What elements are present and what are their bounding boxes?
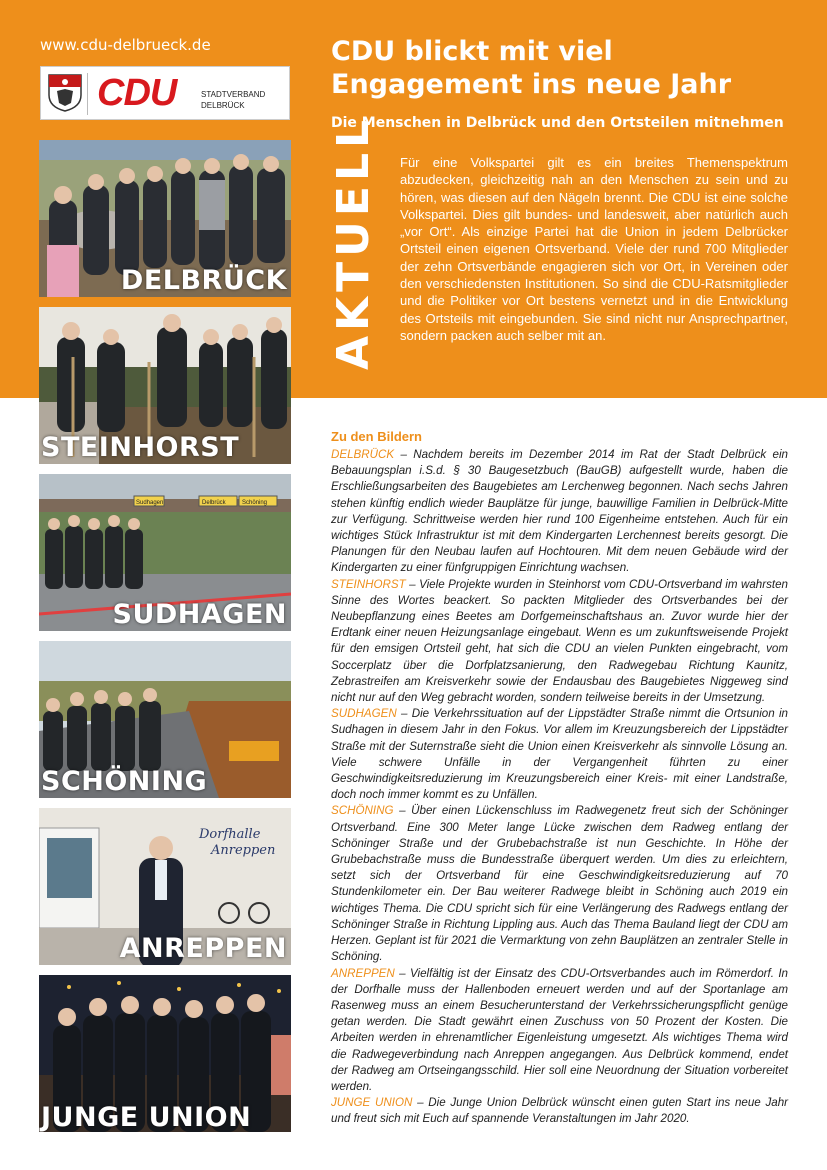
paragraph-junge-union: JUNGE UNION – Die Junge Union Delbrück wünscht einen guten Start ins neue Jahr und freut sich mit Euch auf spannende Veranstaltungen im Jahr 2020. xyxy=(331,1096,789,1126)
crest-icon xyxy=(47,73,88,115)
place-label: STEINHORST xyxy=(331,577,406,591)
photo-label-junge-union: JUNGE UNION xyxy=(41,1102,252,1132)
sign-dorfhalle: Dorfhalle xyxy=(199,827,261,842)
photo-sudhagen xyxy=(39,474,291,631)
aktuell-label: AKTUELL xyxy=(328,114,379,370)
page-subtitle: Die Menschen in Delbrück und den Ortsteilen mitnehmen xyxy=(331,115,784,131)
photo-label-anreppen: ANREPPEN xyxy=(119,933,287,964)
place-label: JUNGE UNION xyxy=(331,1096,413,1110)
photo-schoening xyxy=(39,641,291,798)
sign-anreppen: Anreppen xyxy=(211,843,276,858)
page-title: CDU blickt mit viel Engagement ins neue Jahr xyxy=(331,36,732,100)
paragraph-steinhorst: STEINHORST – Viele Projekte wurden in Steinhorst vom CDU-Ortsverband im wahrsten Sinne des Wortes beackert. So packten Mitglieder des Ortsverbandes bei der Neubepflanzung eines Beetes am Dorfgemeinschaftshaus an. Zuvor wurde hier der Erdtank einer neuen Heizungsanlage eingebaut. Wenn es um zukunftsweisende Projekt für den emsigen Ortsteil geht, hat sich die CDU an vielen Punkten eingebracht, vom Soccerplatz über die Dorfplatzsanierung, den Radwegebau Richtung Kaunitz, Zebrastreifen am Kreisverkehr sowie der Endausbau des Baugebietes Niggeweg sind nicht nur auf den Weg gebracht worden, sondern teilweise bereits in der Umsetzung. xyxy=(331,577,788,705)
paragraph-sudhagen: SUDHAGEN – Die Verkehrssituation auf der Lippstädter Straße nimmt die Ortsunion in Sudhagen in diesem Jahr in den Fokus. Vor allem im Kreuzungsbereich der Lippstädter Straße mit der Suternstraße sieht die Union einen Kreisverkehr als sinnvolle Lösung an. Viele schwere Unfälle in der Vergangenheit führten zu einer Geschwindigkeitsreduzierung im Kreuzungsbereich einer Kreis- mit einer Landstraße, doch noch immer kommt es zu Unfällen. xyxy=(331,707,788,802)
paragraph-schoening: SCHÖNING – Über einen Lückenschluss im Radwegenetz freut sich der Schöninger Ortsverband. Eine 300 Meter lange Lücke zwischen dem Radweg entlang der Schöninger Straße und der Grubebachstraße ist nun Geschichte. In Höhe der Grubebachstraße muss die Bundesstraße überquert werden. Um dies zu erleichtern, setzt sich der Ortsverband für eine Geschwindigkeitsreduzierung auf 70 Stundenkilometer ein. Der Bau weiterer Radwege bleibt in Schöning auch 2019 ein wichtiges Thema. Die CDU spricht sich für eine Verlängerung des Radwegs entlang der Schöninger Straße in Richtung Lippling aus. Auch das Thema Bauland liegt der CDU am Herzen. Geplant ist für 2021 die Vermarktung von zehn Bauplätzen an zentraler Stelle in Schöning. xyxy=(331,804,788,964)
section-heading: Zu den Bildern xyxy=(331,429,422,444)
sign-text-1: Sudhagen xyxy=(136,500,164,506)
website-url[interactable]: www.cdu-delbrueck.de xyxy=(40,36,211,54)
sign-text-3: Schöning xyxy=(242,500,268,506)
sign-text-2: Delbrück xyxy=(202,500,226,506)
photo-label-steinhorst: STEINHORST xyxy=(41,432,240,463)
photo-label-schoening: SCHÖNING xyxy=(41,766,208,797)
photo-anreppen xyxy=(39,808,291,965)
logo-subtext: STADTVERBAND DELBRÜCK xyxy=(201,90,266,110)
article-body xyxy=(331,447,788,1128)
place-label: ANREPPEN xyxy=(331,966,395,980)
paragraph-anreppen: ANREPPEN – Vielfältig ist der Einsatz des CDU-Ortsverbandes auch im Römerdorf. In der Dorfhalle muss der Hallenboden erneuert werden und auf der Sportanlage am Rasenweg muss an einem Besucherunterstand der Verkehrssicherungspflicht genüge getan werden. Die Stadt gewährt einen Zuschuss von 50 Prozent der Kosten. Die Arbeiten werden in ehrenamtlicher Eigenleistung umgesetzt. Als wichtiges Thema wird die Radwegeverbindung nach Anreppen angegangen. Aus Delbrück kommend, endet der Radweg am Ortseingangsschild. Hier soll eine Neuordnung der Situation vorbereitet werden. xyxy=(331,966,788,1093)
photo-steinhorst xyxy=(39,307,291,464)
photo-junge-union xyxy=(39,975,291,1132)
place-label: DELBRÜCK xyxy=(331,448,395,461)
intro-text: Für eine Volkspartei gilt es ein breites Themenspektrum abzudecken, gleichzeitig nah an den Menschen zu sein und zu hören, was diesen auf den Nägeln brennt. Die CDU ist eine solche Volkspartei. Dies gilt bundes- und landesweit, aber natürlich auch „vor Ort“. Als einzige Partei hat die Union in jedem Delbrücker Ortsteil einen eigenen Ortsverband. Viele der rund 700 Mitglieder der zehn Ortsverbände engagieren sich vor Ort, in Vereinen oder den verschiedensten Institutionen. So sind die CDU-Ratsmitglieder und die Politiker vor Ort bestens vernetzt und in die Entwicklung des Ortsteils mit eingebunden. Sie sind nicht nur Ansprechpartner, sondern packen auch selber mit an. xyxy=(400,155,788,343)
photo-label-sudhagen: SUDHAGEN xyxy=(112,599,287,630)
cdu-logo xyxy=(40,66,290,120)
photo-label-delbrueck: DELBRÜCK xyxy=(120,265,287,296)
photo-delbrueck xyxy=(39,140,291,297)
place-label: SCHÖNING xyxy=(331,804,394,818)
logo-cdu-text: CDU xyxy=(97,72,177,114)
place-label: SUDHAGEN xyxy=(331,707,397,721)
paragraph-delbrueck: DELBRÜCK – Nachdem bereits im Dezember 2014 im Rat der Stadt Delbrück ein Bebauungsplan i.S.d. § 30 Baugesetzbuch (BauGB) aufgestellt wurde, haben die Erschließungsarbeiten des Baugebietes am Lerchenweg begonnen. Nach sechs Jahren stehen künftig endlich wieder Bauplätze für junge, bauwillige Familien in Delbrück-Mitte zur Verfügung. Schrittweise werden hier rund 100 Eigenheime entstehen. Auch für ein wichtiges Stück Infrastruktur ist mit dem Kindergarten Lerchennest bereits gesorgt. Die Planungen für den Neubau laufen auf Hochtouren. Mit dem neuen Gebäude wird der Kindergarten zu einer fünfgruppigen Einrichtung wachsen. xyxy=(331,448,788,575)
